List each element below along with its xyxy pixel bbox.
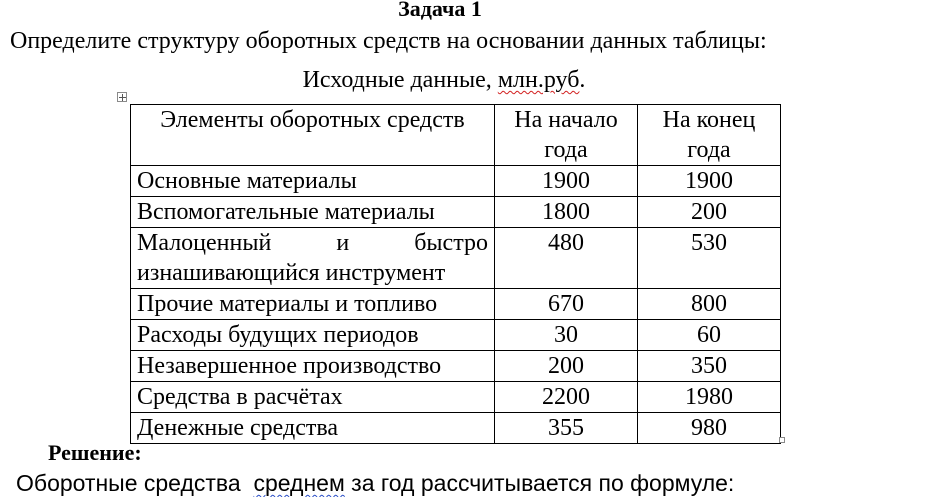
row-end-value: 1980 bbox=[638, 382, 781, 413]
row-start-value: 670 bbox=[495, 289, 638, 320]
row-name: Вспомогательные материалы bbox=[131, 197, 495, 228]
row-name: Расходы будущих периодов bbox=[131, 320, 495, 351]
row-name-word: Малоценный bbox=[137, 230, 272, 256]
solution-grammar-flagged-word: среднем bbox=[253, 470, 345, 496]
caption-spellcheck-word: млн.руб bbox=[497, 67, 580, 93]
row-name-word: быстро bbox=[414, 230, 488, 256]
table-row bbox=[131, 228, 781, 289]
table-resize-handle[interactable] bbox=[779, 437, 785, 443]
row-name: Основные материалы bbox=[131, 166, 495, 197]
table-row bbox=[131, 320, 781, 351]
solution-text bbox=[16, 469, 734, 497]
data-table bbox=[130, 104, 781, 444]
row-start-value: 1900 bbox=[495, 166, 638, 197]
row-start-value: 480 bbox=[495, 228, 638, 289]
row-name-line-2: изнашивающийся инструмент bbox=[137, 260, 446, 286]
row-end-value: 350 bbox=[638, 351, 781, 382]
caption-text: Исходные данные, bbox=[302, 67, 498, 93]
header-cell-elements: Элементы оборотных средств bbox=[131, 105, 495, 166]
table-caption bbox=[0, 66, 888, 94]
row-name: Денежные средства bbox=[131, 413, 495, 444]
table-row bbox=[131, 351, 781, 382]
row-name bbox=[131, 228, 495, 289]
table-row bbox=[131, 289, 781, 320]
row-end-value: 530 bbox=[638, 228, 781, 289]
table-header-row bbox=[131, 105, 781, 166]
row-start-value: 2200 bbox=[495, 382, 638, 413]
solution-heading: Решение: bbox=[48, 440, 142, 465]
row-name-line-1 bbox=[137, 228, 488, 258]
task-statement: Определите структуру оборотных средств на основании данных таблицы: bbox=[10, 28, 767, 54]
document-title: Задача 1 bbox=[398, 0, 482, 21]
row-start-value: 355 bbox=[495, 413, 638, 444]
table-row bbox=[131, 166, 781, 197]
row-end-value: 980 bbox=[638, 413, 781, 444]
row-name: Незавершенное производство bbox=[131, 351, 495, 382]
row-start-value: 1800 bbox=[495, 197, 638, 228]
row-end-value: 800 bbox=[638, 289, 781, 320]
row-name: Прочие материалы и топливо bbox=[131, 289, 495, 320]
table-row bbox=[131, 197, 781, 228]
header-cell-start: На начало года bbox=[495, 105, 638, 166]
header-cell-end: На конец года bbox=[638, 105, 781, 166]
row-name: Средства в расчётах bbox=[131, 382, 495, 413]
row-end-value: 60 bbox=[638, 320, 781, 351]
row-start-value: 200 bbox=[495, 351, 638, 382]
row-end-value: 200 bbox=[638, 197, 781, 228]
caption-period: . bbox=[579, 67, 586, 93]
table-row bbox=[131, 413, 781, 444]
table-row bbox=[131, 382, 781, 413]
solution-text-end: за год рассчитывается по формуле: bbox=[344, 470, 735, 496]
row-name-word: и bbox=[336, 230, 350, 256]
row-end-value: 1900 bbox=[638, 166, 781, 197]
row-start-value: 30 bbox=[495, 320, 638, 351]
solution-text-start: Оборотные средства bbox=[16, 470, 254, 496]
table-move-handle-icon[interactable] bbox=[117, 92, 127, 102]
